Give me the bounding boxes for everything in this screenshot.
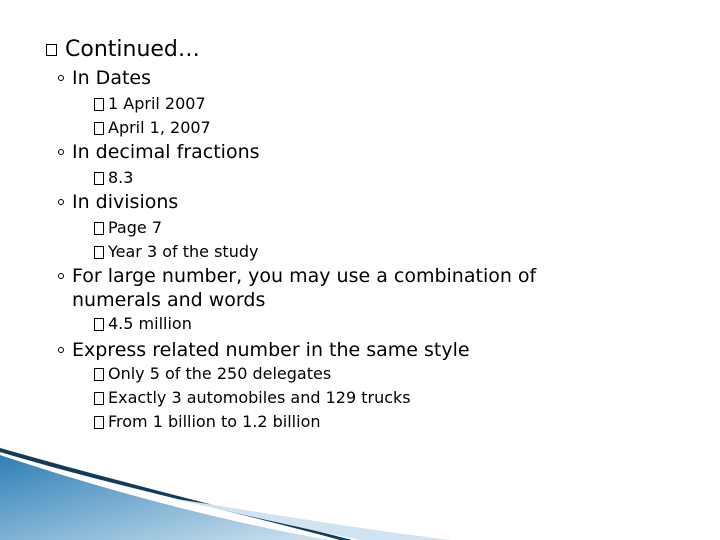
list-item-text: 4.5 million — [108, 314, 192, 333]
list-item — [94, 116, 211, 140]
section-heading-same-style — [72, 338, 470, 362]
section-heading-text: numerals and words — [72, 289, 266, 311]
section-heading-text: In Dates — [72, 67, 151, 89]
circle-bullet-icon — [58, 149, 64, 155]
section-heading-large-number — [72, 264, 536, 312]
missing-glyph-icon — [94, 416, 104, 429]
list-item-text: Year 3 of the study — [108, 242, 259, 261]
section-heading-text: For large number, you may use a combination of — [72, 265, 537, 287]
section-heading-decimal — [72, 140, 260, 164]
section-heading-text: In divisions — [72, 191, 179, 213]
section-heading-dates — [72, 66, 151, 90]
missing-glyph-icon — [94, 246, 104, 259]
missing-glyph-icon — [94, 222, 104, 235]
slide-title-text: Continued… — [65, 37, 200, 62]
missing-glyph-icon — [94, 98, 104, 111]
circle-bullet-icon — [58, 347, 64, 353]
section-heading-text: Express related number in the same style — [72, 339, 470, 361]
list-item-text: 8.3 — [108, 168, 134, 187]
list-item-text: April 1, 2007 — [108, 118, 211, 137]
list-item — [94, 312, 192, 336]
section-heading-text: In decimal fractions — [72, 141, 260, 163]
list-item-text: Page 7 — [108, 218, 162, 237]
list-item-text: Only 5 of the 250 delegates — [108, 364, 332, 383]
list-item — [94, 92, 206, 116]
section-heading-divisions — [72, 190, 178, 214]
swoosh-base — [0, 455, 330, 540]
list-item — [94, 240, 258, 264]
slide-title — [46, 36, 200, 64]
square-bullet-icon — [46, 44, 57, 56]
list-item — [94, 386, 411, 410]
circle-bullet-icon — [58, 75, 64, 81]
missing-glyph-icon — [94, 368, 104, 381]
list-item — [94, 362, 331, 386]
list-item-text: 1 April 2007 — [108, 94, 206, 113]
list-item — [94, 166, 133, 190]
missing-glyph-icon — [94, 392, 104, 405]
list-item-text: From 1 billion to 1.2 billion — [108, 412, 321, 431]
list-item — [94, 216, 162, 240]
missing-glyph-icon — [94, 172, 104, 185]
missing-glyph-icon — [94, 318, 104, 331]
circle-bullet-icon — [58, 273, 64, 279]
decorative-swoosh — [0, 440, 720, 540]
list-item — [94, 410, 321, 434]
circle-bullet-icon — [58, 199, 64, 205]
missing-glyph-icon — [94, 122, 104, 135]
list-item-text: Exactly 3 automobiles and 129 trucks — [108, 388, 411, 407]
